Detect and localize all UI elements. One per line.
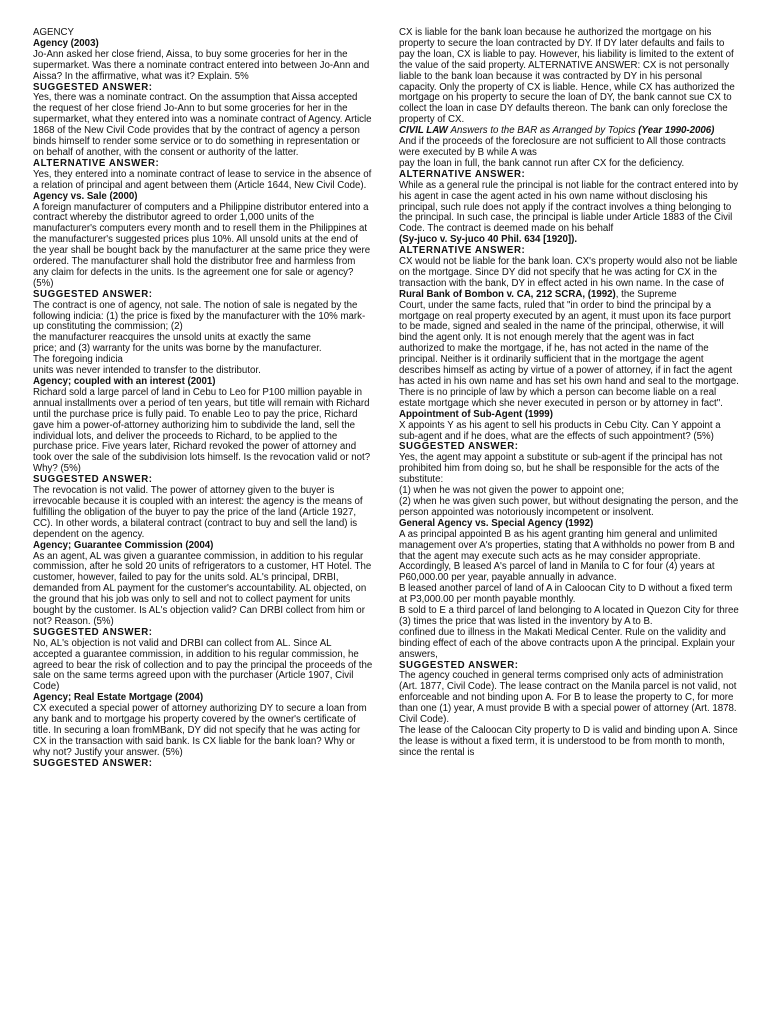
section-heading: Agency; Guarantee Commission (2004): [33, 539, 214, 551]
body-paragraph: price; and (3) warranty for the units was borne by the manufacturer.: [33, 343, 322, 355]
answer-label: SUGGESTED ANSWER:: [33, 757, 153, 769]
body-paragraph: The revocation is not valid. The power of attorney given to the buyer is irrevocable because it is coupled with an interest: the agency is the means of fulfilling the obligation of the buyer to pay the price of the land (Article 1927, CC). In other words, a bilateral contract (contract to buy and sell the land) is dependent on the agency.: [33, 485, 363, 540]
body-paragraph: Richard sold a large parcel of land in Cebu to Leo for P100 million payable in annual installments over a period of ten years, but title will remain with Richard until the purchase price is fully paid. To enable Leo to pay the price, Richard gave him a power-of-attorney authorizing him to subdivide the land, sell the individual lots, and deliver the proceeds to Richard, to be applied to the purchase price. Five years later, Richard revoked the power of attorney and took over the sale of the subdivision lots himself. Is the revocation valid or not? Why? (5%): [33, 386, 371, 475]
body-paragraph: Yes, they entered into a nominate contract of lease to service in the absence of a relation of principal and agent between them (Article 1644, New Civil Code).: [33, 168, 372, 191]
answer-label: SUGGESTED ANSWER:: [33, 474, 153, 486]
body-paragraph: And if the proceeds of the foreclosure are not sufficient to All those contracts were executed by B while A was: [399, 136, 726, 158]
body-paragraph: As an agent, AL was given a guarantee commission, in addition to his regular commission, after he sold 20 units of refrigerators to a customer, HT Hotel. The customer, however, failed to pay for the units sold. AL's principal, DRBI, demanded from AL payment for the customer's accountability. AL objected, on the ground that his job was only to sell and not to collect payment for units bought by the customer. Is AL's objection valid? Can DRBI collect from him or not? Reason. (5%): [33, 550, 372, 627]
body-paragraph: While as a general rule the principal is not liable for the contract entered into by his agent in case the agent acted in his own name without disclosing his principal, such rule does not apply if the contract involves a thing belonging to the principal. In such case, the principal is liable under Article 1883 of the Civil Code. The contract is deemed made on his behalf: [399, 179, 739, 235]
text-run: (Year 1990-2006): [638, 125, 715, 137]
section-heading: General Agency vs. Special Agency (1992): [399, 517, 594, 529]
body-paragraph: pay the loan in full, the bank cannot run after CX for the deficiency.: [399, 157, 685, 169]
text-run: , the Supreme: [615, 288, 677, 300]
section-heading: Agency; coupled with an interest (2001): [33, 376, 216, 387]
body-paragraph: (1) when he was not given the power to appoint one;: [399, 485, 625, 497]
right-column: [399, 28, 739, 1024]
body-paragraph: Accordingly, B leased A's parcel of land in Manila to C for four (4) years at P60,000.00 per year, payable annually in advance.: [399, 561, 715, 584]
body-paragraph: A foreign manufacturer of computers and a Philippine distributor entered into a contract whereby the distributor agreed to order 1,000 units of the manufacturer's computers every month and to resell them in the Philippines at the manufacturer's suggested prices plus 10%. All unsold units at the end of the year shall be bought back by the manufacturer at the same price they were ordered. The manufacturer shall hold the distributor free and harmless from any claim for defects in the units. Is the agreement one for sale or agency? (5%): [33, 201, 371, 289]
answer-label: SUGGESTED ANSWER:: [399, 659, 519, 671]
section-heading: Agency; Real Estate Mortgage (2004): [33, 692, 204, 704]
answer-label: SUGGESTED ANSWER:: [33, 288, 153, 300]
body-paragraph: Court, under the same facts, ruled that "in order to bind the principal by a mortgage on real property executed by an agent, it must upon its face purport to be made, signed and sealed in the name of the principal, otherwise, it will bind the agent only. It is not enough merely that the agent was in fact authorized to make the mortgage, if he, has not acted in the name of the principal. Neither is it ordinarily sufficient that in the mortgage the agent describes himself as acting by virtue of a power of attorney, if in fact the agent has acted in his own name and has set his own hand and seal to the mortgage. There is no principle of law by which a person can become liable on a real estate mortgage which she never executed in person or by attorney in fact".: [399, 299, 739, 409]
body-paragraph: The contract is one of agency, not sale. The notion of sale is negated by the following indicia: (1) the price is fixed by the manufacturer with the 10% mark-up constituting the commission; (2): [33, 299, 366, 333]
answer-label: ALTERNATIVE ANSWER:: [399, 168, 526, 180]
body-paragraph: CX is liable for the bank loan because he authorized the mortgage on his property to secure the loan contracted by DY. If DY later defaults and fails to pay the loan, CX is liable to pay. However, his liability is limited to the extent of the value of the said property. ALTERNATIVE ANSWER: CX is not personally liable to the bank loan because it was contracted by DY in his personal capacity. Only the property of CX is liable. Hence, while CX has authorized the mortgage on his property to secure the loan of DY, the bank cannot sue CX to collect the loan in case DY defaults thereon. The bank can only foreclose the property of CX.: [399, 27, 735, 126]
body-paragraph: (2) when he was given such power, but without designating the person, and the person appointed was notoriously incompetent or insolvent.: [399, 495, 739, 518]
answer-label: ALTERNATIVE ANSWER:: [399, 245, 526, 257]
text-run: CIVIL LAW: [399, 125, 451, 137]
body-paragraph: Yes, there was a nominate contract. On the assumption that Aissa accepted the request of her close friend Jo-Ann to but some groceries for her in the supermarket, what they entered into was a nominate contract of Agency. Article 1868 of the New Civil Code provides that by the contract of agency a person binds himself to render some service or to do something in representation or on behalf of another, with the consent or authority of the latter.: [33, 92, 372, 158]
answer-label: SUGGESTED ANSWER:: [399, 441, 519, 453]
body-paragraph: B sold to E a third parcel of land belonging to A located in Quezon City for three (3) times the price that was listed in the inventory by A to B.: [399, 605, 739, 627]
body-paragraph: Jo-Ann asked her close friend, Aissa, to buy some groceries for her in the supermarket. Was there a nominate contract entered into between Jo-Ann and Aissa? In the affirmative, what was it? Explain. 5%: [33, 48, 370, 82]
body-paragraph: The agency couched in general terms comprised only acts of administration (Art. 1877, Civil Code). The lease contract on the Manila parcel is not valid, not enforceable and not binding upon A. For B to lease the property to C, for more than one (1) year, A must provide B with a special power of attorney (Art. 1878. Civil Code).: [399, 670, 737, 726]
body-paragraph: confined due to illness in the Makati Medical Center. Rule on the validity and binding effect of each of the above contracts upon A the principal. Explain your answers,: [399, 626, 735, 660]
body-paragraph: The foregoing indicia: [33, 354, 123, 366]
text-run: (Sy-juco v. Sy-juco 40 Phil. 634 [1920]).: [399, 234, 578, 246]
body-paragraph: A as principal appointed B as his agent granting him general and unlimited management over A's properties, stating that A withholds no power from B and that the agent may execute such acts as he may consider appropriate.: [399, 528, 735, 562]
section-heading: Agency (2003): [33, 37, 99, 49]
body-paragraph: B leased another parcel of land of A in Caloocan City to D without a fixed term at P3,000.00 per month payable monthly.: [399, 583, 733, 606]
body-paragraph: CX would not be liable for the bank loan. CX's property would also not be liable on the mortgage. Since DY did not specify that he was acting for CX in the transaction with the bank, DY in effect acted in his own name. In the case of: [399, 256, 738, 289]
body-paragraph: CX executed a special power of attorney authorizing DY to secure a loan from any bank and to mortgage his property covered by the owner's certificate of title. In securing a loan fromMBank, DY did not specify that he was acting for CX in the transaction with said bank. Is CX liable for the bank loan? Why or why not? Justify your answer. (5%): [33, 703, 367, 758]
text-run: Answers to the BAR as Arranged by Topics: [450, 125, 639, 137]
body-paragraph: Yes, the agent may appoint a substitute or sub-agent if the principal has not prohibited him from doing so, but he shall be responsible for the acts of the substitute:: [399, 452, 723, 486]
answer-label: ALTERNATIVE ANSWER:: [33, 157, 160, 169]
body-paragraph: the manufacturer reacquires the unsold units at exactly the same: [33, 332, 311, 344]
section-heading: Appointment of Sub-Agent (1999): [399, 408, 553, 420]
body-paragraph: AGENCY: [33, 27, 74, 38]
text-run: Rural Bank of Bombon v. CA, 212 SCRA, (1992): [399, 288, 616, 300]
section-heading: Agency vs. Sale (2000): [33, 190, 138, 202]
body-paragraph: No, AL's objection is not valid and DRBI can collect from AL. Since AL accepted a guarantee commission, in addition to his regular commission, he agreed to bear the risk of collection and to pay the principal the proceeds of the sale on the same terms agreed upon with the purchaser (Article 1907, Civil Code): [33, 637, 373, 693]
answer-label: SUGGESTED ANSWER:: [33, 626, 153, 638]
left-column: [33, 28, 373, 1024]
body-paragraph: units was never intended to transfer to the distributor.: [33, 365, 261, 377]
body-paragraph: The lease of the Caloocan City property to D is valid and binding upon A. Since the lease is without a fixed term, it is understood to be from month to month, since the rental is: [399, 725, 738, 758]
answer-label: SUGGESTED ANSWER:: [33, 81, 153, 93]
body-paragraph: X appoints Y as his agent to sell his products in Cebu City. Can Y appoint a sub-agent and if he does, what are the effects of such appointment? (5%): [399, 419, 721, 442]
